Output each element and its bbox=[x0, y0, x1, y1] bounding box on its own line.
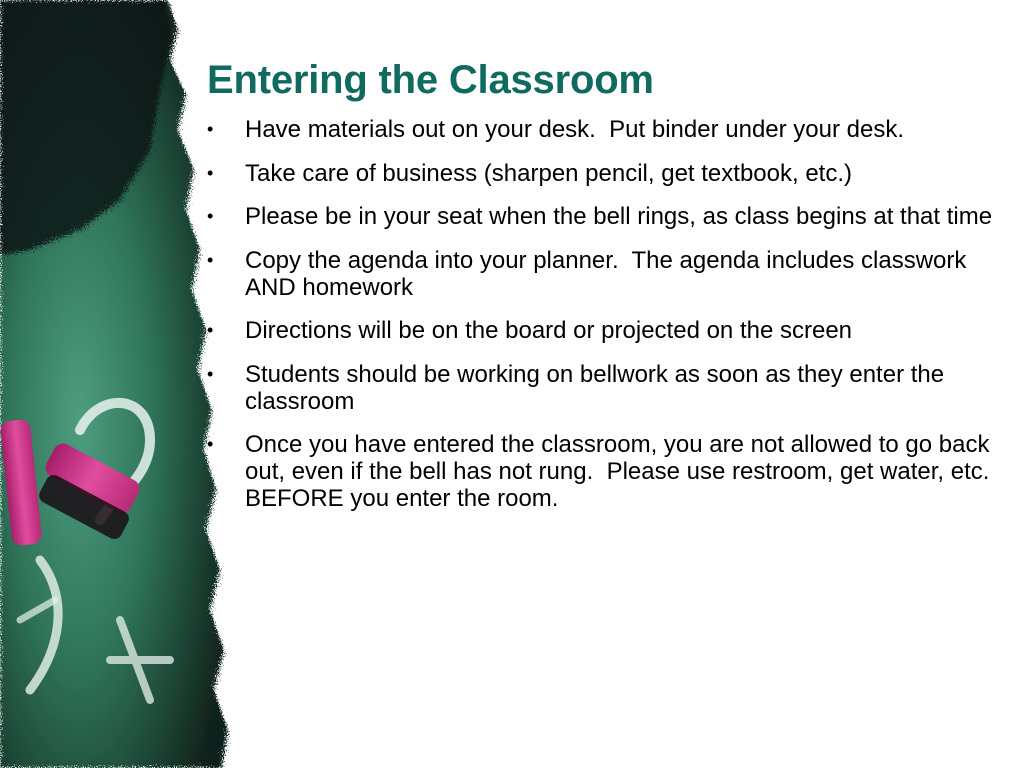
bullet-icon: • bbox=[207, 162, 214, 183]
bullet-icon: • bbox=[207, 206, 214, 226]
slide-title: Entering the Classroom bbox=[207, 58, 654, 102]
bullet-icon: • bbox=[207, 363, 214, 384]
bullet-item bbox=[205, 431, 995, 512]
bullet-item bbox=[205, 247, 995, 301]
bullet-text: Students should be working on bellwork as soon as they enter the classroom bbox=[245, 360, 951, 415]
bullet-text: Have materials out on your desk. Put binder under your desk. bbox=[245, 116, 905, 143]
bullet-item bbox=[205, 160, 995, 187]
bullet-icon: • bbox=[207, 320, 214, 340]
bullet-text: Please be in your seat when the bell rings, as class begins at that time bbox=[245, 203, 993, 230]
bullet-text: Once you have entered the classroom, you are not allowed to go back out, even if the bell has not rung. Please use restroom, get water, etc. BEFORE you enter the room. bbox=[245, 431, 997, 512]
bullet-text: Directions will be on the board or projected on the screen bbox=[245, 317, 853, 344]
bullet-item bbox=[205, 361, 995, 415]
bullet-item bbox=[205, 317, 995, 344]
bullet-icon: • bbox=[207, 119, 214, 139]
chalkboard-image bbox=[0, 0, 240, 768]
bullet-text: Copy the agenda into your planner. The agenda includes classwork AND homework bbox=[245, 246, 972, 301]
bullet-icon: • bbox=[207, 249, 214, 270]
bullet-icon: • bbox=[207, 434, 214, 454]
bullet-item bbox=[205, 116, 995, 143]
bullet-list bbox=[205, 116, 995, 529]
bullet-text: Take care of business (sharpen pencil, get textbook, etc.) bbox=[245, 159, 852, 187]
bullet-item bbox=[205, 203, 995, 230]
